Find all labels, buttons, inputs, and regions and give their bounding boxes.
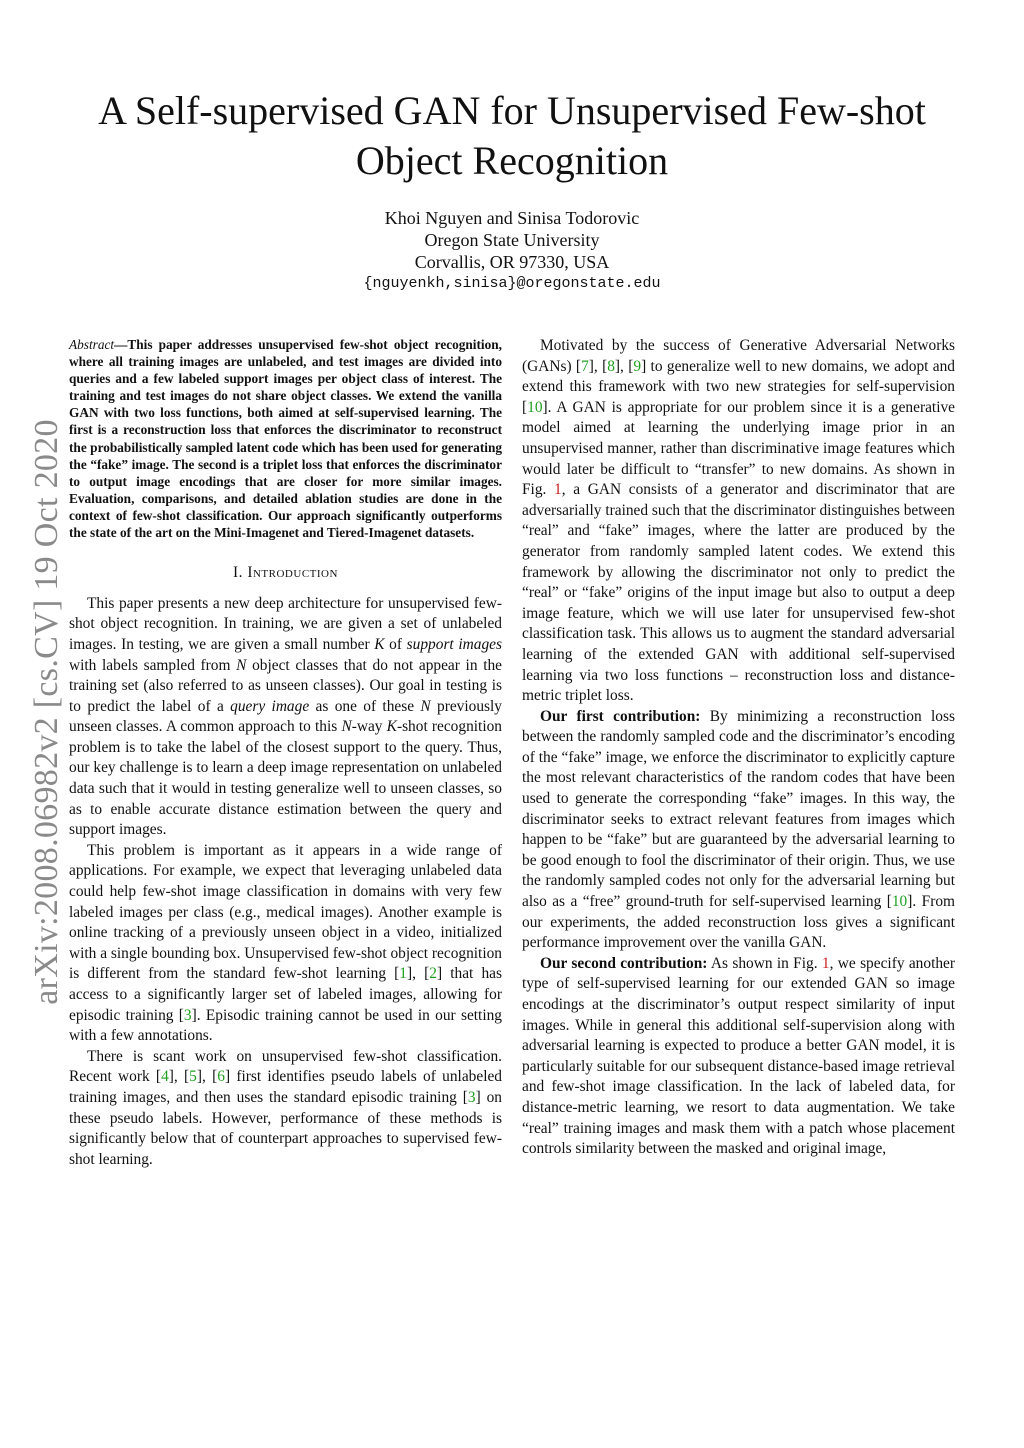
paragraph-second-contribution: Our second contribution: As shown in Fig. 1, we specify another type of self-supervised learning for our extended GAN so image encodings at the discriminator’s output respect similarity of input images. While in general this additional self-supervision along with adversarial learning is expected to produce a better GAN model, it is particularly suitable for our subsequent distance-based image retrieval and few-shot image classification. In the lack of labeled data, for distance-metric learning, we resort to data augmentation. We take “real” training images and mask them with a patch whose placement controls similarity between the masked and original image, bbox=[522, 954, 955, 1158]
paragraph-first-contribution: Our first contribution: By minimizing a reconstruction loss between the randomly sampled code and the discriminator’s encoding of the “fake” image, we enforce the discriminator to explicitly capture the most relevant characteristics of the random codes that have been used to generate the corresponding “fake” images. In this way, the discriminator seeks to extract relevant features from images which happen to be “fake” but are guaranteed by the adversarial learning to be good enough to fool the discriminator of their origin. Thus, we use the randomly sampled codes not only for the adversarial learning but also as a “free” ground-truth for self-supervised learning [10]. From our experiments, the added reconstruction loss gives a significant performance improvement over the vanilla GAN. bbox=[522, 707, 955, 952]
section-heading-introduction: I. Introduction bbox=[233, 564, 338, 582]
author-affiliation: Oregon State University bbox=[424, 230, 600, 250]
author-names: Khoi Nguyen and Sinisa Todorovic bbox=[384, 208, 640, 228]
abstract bbox=[69, 336, 502, 541]
author-address: Corvallis, OR 97330, USA bbox=[414, 252, 610, 272]
abstract-label: Abstract bbox=[69, 337, 115, 352]
left-column bbox=[69, 336, 502, 1170]
paragraph: This paper presents a new deep architecture for unsupervised few-shot object recognition. In training, we are given a set of unlabeled images. In testing, we are given a small number K of support images with labels sampled from N object classes that do not appear in the training set (also referred to as unseen classes). Our goal in testing is to predict the label of a query image as one of these N previously unseen classes. A common approach to this N-way K-shot recognition problem is to take the label of the closest support to the query. Thus, our key challenge is to learn a deep image representation on unlabeled data such that it would in testing generalize well to unseen classes, so as to enable accurate distance estimation between the query and support images. bbox=[69, 594, 503, 839]
paragraph: This problem is important as it appears in a wide range of applications. For example, we expect that leveraging unlabeled data could help few-shot image classification in domains with very few labeled images per class (e.g., medical images). Another example is online tracking of a previously unseen object in a video, initialized with a single bounding box. Unsupervised few-shot object recognition is different from the standard few-shot learning [1], [2] that has access to a significantly larger set of labeled images, allowing for episodic training [3]. Episodic training cannot be used in our setting with a few annotations. bbox=[69, 841, 502, 1045]
paragraph: There is scant work on unsupervised few-shot classification. Recent work [4], [5], [6] first identifies pseudo labels of unlabeled training images, and then uses the standard episodic training [3] on these pseudo labels. However, performance of these methods is significantly below that of counterpart approaches to supervised few-shot learning. bbox=[69, 1047, 502, 1168]
author-email[interactable]: {nguyenkh,sinisa}@oregonstate.edu bbox=[363, 275, 661, 292]
right-column bbox=[522, 336, 955, 1160]
arxiv-stamp: arXiv:2008.06982v2 [cs.CV] 19 Oct 2020 bbox=[28, 419, 65, 1005]
abstract-text: —This paper addresses unsupervised few-shot object recognition, where all training images are unlabeled, and test images are divided into queries and a few labeled support images per object class of interest. The training and test images do not share object classes. We extend the vanilla GAN with two loss functions, both aimed at self-supervised learning. The first is a reconstruction loss that enforces the discriminator to reconstruct the probabilistically sampled latent code which has been used for generating the “fake” image. The second is a triplet loss that enforces the discriminator to output image encodings that are closer for more similar images. Evaluation, comparisons, and detailed ablation studies are done in the context of few-shot classification. Our approach significantly outperforms the state of the art on the Mini-Imagenet and Tiered-Imagenet datasets. bbox=[69, 337, 502, 541]
paragraph: Motivated by the success of Generative Adversarial Networks (GANs) [7], [8], [9] to generalize well to new domains, we adopt and extend this framework with two new strategies for self-supervision [10]. A GAN is appropriate for our problem since it is a generative model aimed at learning the underlying image prior in an unsupervised manner, rather than discriminative image features which would later be difficult to “transfer” to new domains. As shown in Fig. 1, a GAN consists of a generator and discriminator that are adversarially trained such that the discriminator distinguishes between “real” and “fake” images, where the latter are produced by the generator from randomly sampled latent codes. We extend this framework by allowing the discriminator not only to predict the “real” or “fake” origins of the input image but also to output a deep image feature, which we will use later for unsupervised few-shot classification task. This allows us to augment the standard adversarial learning of the extended GAN with additional self-supervised learning via two loss functions – reconstruction loss and distance-metric triplet loss. bbox=[522, 337, 955, 705]
author-block bbox=[260, 207, 764, 295]
paper-title: A Self-supervised GAN for Unsupervised Few-shot Object Recognition bbox=[98, 88, 926, 183]
